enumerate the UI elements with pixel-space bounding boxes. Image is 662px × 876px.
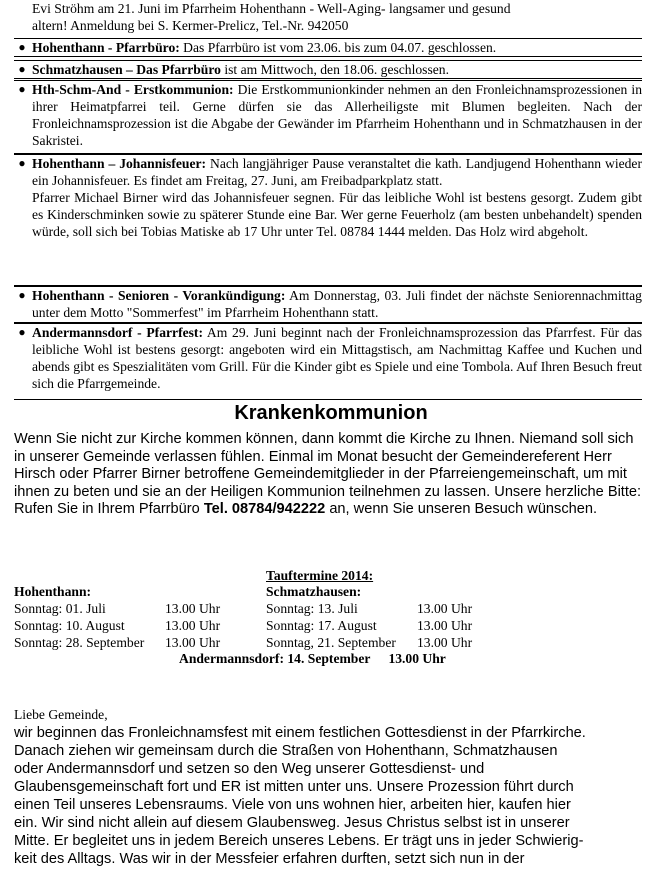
schedule-time: 13.00 Uhr (165, 601, 221, 616)
schedule-label: Andermannsdorf: 14. September (179, 651, 371, 666)
notice-item (14, 323, 642, 400)
schedule-time: 13.00 Uhr (165, 635, 221, 650)
notice-text (32, 61, 642, 78)
schedule-row (266, 617, 473, 634)
notice-text (32, 155, 642, 189)
notice-text (32, 81, 642, 149)
letter-line: Danach ziehen wir gemeinsam durch die Straßen von Hohenthann, Schmatzhausen (14, 743, 558, 759)
intro-line: Evi Ströhm am 21. Juni im Pfarrheim Hohenthann - Well-Aging- langsamer und gesund (32, 1, 511, 16)
notice-item (14, 38, 642, 57)
hohenthann-schedule (14, 583, 221, 651)
schedule-row (266, 600, 473, 617)
schedule-time: 13.00 Uhr (165, 618, 221, 633)
schedule-row (14, 617, 221, 634)
notice-body: Am 29. Juni beginnt nach der Fronleichnamsprozession das Pfarrfest. Für das leibliche Wohl ist bestens gesorgt: angeboten wird ein Mittagstisch, am Nachmittag Kaffee und Kuchen und abends gibt es Speszialitäten vom Grill. Für die Kinder gibt es Spiele und eine Tombola. Auf Ihren Besuch freut sich die Pfarrgemeinde. (32, 325, 642, 391)
schmatzhausen-schedule (266, 583, 473, 651)
notice-item (14, 286, 642, 323)
letter-line: keit des Alltags. Was wir in der Messfeier erfahren durften, setzt sich nun in der (14, 851, 525, 867)
phone-number: Tel. 08784/942222 (203, 501, 326, 518)
letter-line: einen Teil unseres Lebensraums. Viele von uns wohnen hier, arbeiten hier, kaufen hier (14, 797, 571, 813)
notice-text (32, 39, 642, 56)
notice-item (14, 60, 642, 79)
schedule-time: 13.00 Uhr (417, 601, 473, 616)
krankenkommunion-paragraph (14, 431, 642, 519)
letter-line: Mitte. Er begleitet uns in jedem Bereich unseres Lebens. Er trägt uns in jeder Schwierig- (14, 833, 584, 849)
bullet-icon: ● (18, 288, 26, 302)
schedule-time: 13.00 Uhr (417, 635, 473, 650)
notice-body: Die Erstkommunionkinder nehmen an den Fronleichnamsprozessionen in ihrer Heimatpfarrei teil. Gerne dürfen sie das Allerheiligste mit Blumen begleiten. Nach der Fronleichnamsprozession ist die Abgabe der Gewänder im Pfarrheim Hohenthann und in Schmatzhausen in der Sakristei. (32, 82, 643, 148)
letter-line: oder Andermannsdorf und setzen so den Weg unserer Gottesdienst- und (14, 761, 485, 777)
schedule-row (14, 600, 221, 617)
notice-title: Schmatzhausen – Das Pfarrbüro (32, 62, 221, 77)
schedule-label: Hohenthann: (14, 584, 92, 599)
schedule-date: Sonntag: 10. August (14, 618, 125, 633)
notice-body: Am Donnerstag, 03. Juli findet der nächste Seniorennachmittag unter dem Motto "Sommerfest" im Pfarrheim Hohenthann statt. (32, 288, 642, 320)
section-heading: Krankenkommunion (234, 402, 428, 424)
notice-title: Andermannsdorf - Pfarrfest: (32, 325, 203, 340)
tauftermine-title: Tauftermine 2014: (266, 568, 374, 583)
schedule-time: 13.00 Uhr (417, 618, 473, 633)
notice-title: Hth-Schm-And - Erstkommunion: (32, 82, 234, 97)
schedule-date: Sonntag: 28. September (14, 635, 145, 650)
schedule-row (14, 634, 221, 651)
schedule-time: 13.00 Uhr (388, 651, 446, 666)
notice-body: Nach langjähriger Pause veranstaltet die kath. Landjugend Hohenthann wieder ein Johannisfeuer. Es findet am Freitag, 27. Juni, am Freibadparkplatz statt. (32, 156, 642, 188)
notice-item (14, 80, 642, 154)
schedule-date: Sonntag: 17. August (266, 618, 377, 633)
notice-text (32, 287, 642, 321)
notice-text (32, 324, 642, 392)
letter-line: ein. Wir sind nicht allein auf diesem Glaubensweg. Jesus Christus selbst ist in unserer (14, 815, 570, 831)
krankenkommunion-text-end: an, wenn Sie unseren Besuch wünschen. (325, 501, 598, 518)
andermannsdorf-schedule (179, 650, 446, 667)
krankenkommunion-text: Wenn Sie nicht zur Kirche kommen können, dann kommt die Kirche zu Ihnen. Niemand soll sich in unserer Gemeinde verlassen fühlen. Einmal im Monat besucht der Gemeindereferent Herr Hirsch oder Pfarrer Birner betroffene Gemeindemitglieder in der Pfarreiengemeinschaft, um mit ihnen zu beten und sie an der Heiligen Kommunion teilnehmen zu lassen. Unsere herzliche Bitte: Rufen Sie in Ihrem Pfarrbüro (14, 431, 642, 518)
bullet-icon: ● (18, 62, 26, 76)
schedule-row (266, 634, 473, 651)
schedule-label: Schmatzhausen: (266, 584, 362, 599)
bullet-icon: ● (18, 82, 26, 96)
letter-line: Glaubensgemeinschaft fort und ER ist mitten unter uns. Unsere Prozession führt durch (14, 779, 574, 795)
notice-text-continued: Pfarrer Michael Birner wird das Johannisfeuer segnen. Für das leibliche Wohl ist bestens gesorgt. Zudem gibt es Kinderschminken sowie zu späterer Stunde eine Bar. Wer gerne Feuerholz (am besten unbehandelt) spenden würde, soll sich bei Tobias Matiske ab 17 Uhr unter Tel. 08784 1444 melden. Das Holz wird abgeholt. (32, 190, 642, 239)
letter-line: wir beginnen das Fronleichnamsfest mit einem festlichen Gottesdienst in der Pfarrkirche. (14, 725, 586, 741)
schedule-date: Sonntag: 13. Juli (266, 601, 358, 616)
bullet-icon: ● (18, 325, 26, 339)
notice-title: Hohenthann – Johannisfeuer: (32, 156, 207, 171)
notice-body: Das Pfarrbüro ist vom 23.06. bis zum 04.07. geschlossen. (179, 40, 497, 55)
letter-body (14, 724, 642, 868)
notice-title: Hohenthann - Pfarrbüro: (32, 40, 180, 55)
intro-paragraph (32, 0, 640, 34)
letter-greeting: Liebe Gemeinde, (14, 707, 108, 722)
bullet-icon: ● (18, 40, 26, 54)
notice-body: ist am Mittwoch, den 18.06. geschlossen. (220, 62, 449, 77)
notice-item (14, 154, 642, 286)
schedule-date: Sonntag: 01. Juli (14, 601, 106, 616)
intro-line: altern! Anmeldung bei S. Kermer-Prelicz, Tel.-Nr. 942050 (32, 18, 349, 33)
schedule-date: Sonntag, 21. September (266, 635, 396, 650)
bullet-icon: ● (18, 156, 26, 170)
notice-title: Hohenthann - Senioren - Vorankündigung: (32, 288, 286, 303)
